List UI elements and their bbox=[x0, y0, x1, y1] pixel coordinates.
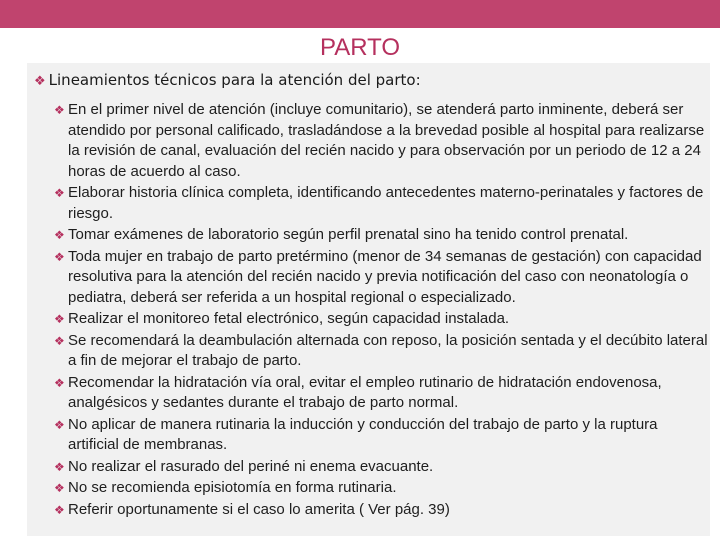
top-accent-bar bbox=[0, 0, 720, 28]
diamond-bullet-icon: ❖ bbox=[54, 459, 65, 474]
list-item-text: No realizar el rasurado del periné ni enema evacuante. bbox=[68, 457, 434, 475]
guideline-list bbox=[54, 100, 710, 521]
diamond-bullet-icon: ❖ bbox=[54, 502, 65, 517]
slide-title: PARTO bbox=[319, 34, 401, 61]
list-item-text: Toda mujer en trabajo de parto pretérmino (menor de 34 semanas de gestación) con capacidad resolutiva para la atención del recién nacido y previa notificación del caso con neonatología o pediatra, deberá ser referida a un hospital regional o especializado. bbox=[68, 247, 702, 306]
list-item-text: Tomar exámenes de laboratorio según perfil prenatal sino ha tenido control prenatal. bbox=[68, 226, 629, 243]
diamond-bullet-icon: ❖ bbox=[54, 417, 65, 432]
list-item-text: Elaborar historia clínica completa, identificando antecedentes materno-perinatales y factores de riesgo. bbox=[68, 184, 704, 222]
list-item bbox=[54, 100, 710, 182]
diamond-bullet-icon: ❖ bbox=[54, 481, 65, 495]
list-item-text: Referir oportunamente si el caso lo amerita ( Ver pág. 39) bbox=[68, 500, 450, 518]
diamond-bullet-icon: ❖ bbox=[54, 249, 65, 264]
list-item bbox=[54, 415, 710, 456]
diamond-bullet-icon: ❖ bbox=[54, 228, 65, 242]
list-item-text: No aplicar de manera rutinaria la inducción y conducción del trabajo de parto y la ruptura artificial de membranas. bbox=[68, 415, 658, 453]
section-heading-text: Lineamientos técnicos para la atención del parto: bbox=[48, 71, 421, 89]
list-item bbox=[54, 457, 710, 478]
diamond-bullet-icon: ❖ bbox=[54, 333, 65, 348]
list-item-text: Realizar el monitoreo fetal electrónico, según capacidad instalada. bbox=[68, 310, 510, 327]
list-item bbox=[54, 309, 710, 330]
list-item bbox=[54, 500, 710, 521]
section-heading bbox=[34, 71, 421, 89]
list-item-text: Recomendar la hidratación vía oral, evitar el empleo rutinario de hidratación endovenosa, analgésicos y sedantes durante el trabajo de parto normal. bbox=[68, 373, 662, 411]
list-item bbox=[54, 331, 710, 372]
list-item-text: No se recomienda episiotomía en forma rutinaria. bbox=[68, 479, 397, 496]
list-item bbox=[54, 373, 710, 414]
diamond-bullet-icon: ❖ bbox=[54, 312, 65, 326]
diamond-bullet-icon: ❖ bbox=[54, 186, 65, 200]
list-item bbox=[54, 247, 710, 309]
list-item-text: En el primer nivel de atención (incluye comunitario), se atenderá parto inminente, deberá ser atendido por personal calificado, trasladándose a la brevedad posible al hospital para realizarse la revisión de canal, evaluación del recién nacido y para observación por un periodo de 12 a 24 horas de acuerdo al caso. bbox=[68, 101, 705, 180]
list-item bbox=[54, 478, 710, 499]
diamond-bullet-icon: ❖ bbox=[34, 74, 46, 89]
list-item-text: Se recomendará la deambulación alternada con reposo, la posición sentada y el decúbito lateral a fin de mejorar el trabajo de parto. bbox=[68, 331, 708, 369]
diamond-bullet-icon: ❖ bbox=[54, 375, 65, 390]
diamond-bullet-icon: ❖ bbox=[54, 103, 65, 117]
list-item bbox=[54, 183, 710, 224]
list-item bbox=[54, 225, 710, 246]
